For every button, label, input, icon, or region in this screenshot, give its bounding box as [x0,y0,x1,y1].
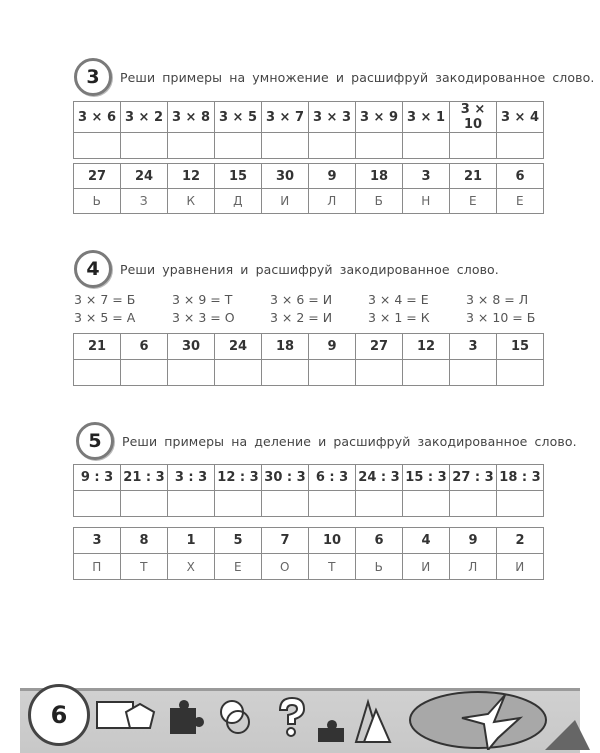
task3-instruction: Реши примеры на умножение и расшифруй закодированное слово. [120,69,595,85]
table-cell: 12 : 3 [215,465,262,491]
answer-cell[interactable] [121,491,168,517]
table-cell: 3 [74,528,121,554]
table-cell: 3 × 6 [74,102,121,133]
task4-header [74,250,499,288]
answer-cell[interactable] [309,360,356,386]
equation: 3 × 4 = Е [368,291,429,307]
answer-cell[interactable] [450,133,497,159]
puzzle-icon [170,700,204,734]
footer-shapes [0,680,600,750]
table-cell: 12 [168,164,215,189]
table-cell: 9 [309,334,356,360]
table-row [74,164,544,189]
table-cell: К [168,189,215,214]
table-cell: 3 × 2 [121,102,168,133]
answer-cell[interactable] [168,133,215,159]
table-cell: 8 [121,528,168,554]
table-cell: 3 [403,164,450,189]
table-cell: Е [497,189,544,214]
table-cell: 18 : 3 [497,465,544,491]
answer-cell[interactable] [215,360,262,386]
equation: 3 × 7 = Б [74,291,136,307]
table-row [74,491,544,517]
table-cell: 12 [403,334,450,360]
equation: 3 × 5 = А [74,309,136,325]
answer-cell[interactable] [215,133,262,159]
task3-code-table [73,163,544,214]
table-cell: Д [215,189,262,214]
page-footer [0,680,600,750]
triangles-icon [356,702,390,742]
table-cell: 3 × 4 [497,102,544,133]
table-cell: 9 [450,528,497,554]
answer-cell[interactable] [262,133,309,159]
table-cell: И [497,554,544,580]
table-cell: 3 × 8 [168,102,215,133]
task4-equations [74,290,564,326]
answer-cell[interactable] [497,360,544,386]
answer-cell[interactable] [74,133,121,159]
table-cell: 15 : 3 [403,465,450,491]
task4-instruction: Реши уравнения и расшифруй закодированное слово. [120,261,499,277]
table-cell: 3 × 9 [356,102,403,133]
answer-cell[interactable] [450,360,497,386]
answer-cell[interactable] [356,133,403,159]
answer-cell[interactable] [356,491,403,517]
table-cell: Т [121,554,168,580]
star-icon [410,692,546,750]
equation: 3 × 6 = И [270,291,333,307]
equation: 3 × 3 = О [172,309,235,325]
table-cell: 3 × 10 [450,102,497,133]
answer-cell[interactable] [309,133,356,159]
table-row [74,133,544,159]
table-cell: 3 × 7 [262,102,309,133]
table-cell: 30 [262,164,309,189]
table-cell: 18 [262,334,309,360]
answer-cell[interactable] [497,133,544,159]
answer-cell[interactable] [309,491,356,517]
equation: 3 × 10 = Б [466,309,536,325]
table-cell: Л [450,554,497,580]
question-mark-icon [280,698,304,736]
task4-number: 4 [74,250,112,288]
table-cell: Е [215,554,262,580]
equation: 3 × 8 = Л [466,291,529,307]
table-cell: 6 [497,164,544,189]
table-row [74,554,544,580]
table-cell: 15 [497,334,544,360]
task5-number: 5 [76,422,114,460]
table-row [74,189,544,214]
task5-code-table [73,527,544,580]
table-cell: 27 : 3 [450,465,497,491]
table-cell: З [121,189,168,214]
answer-cell[interactable] [403,360,450,386]
table-cell: Л [309,189,356,214]
table-cell: 24 [121,164,168,189]
table-cell: Ь [356,554,403,580]
answer-cell[interactable] [262,360,309,386]
table-cell: 15 [215,164,262,189]
task4-code-table [73,333,544,386]
table-cell: 18 [356,164,403,189]
puzzle-icon [318,720,344,742]
task3-number: 3 [74,58,112,96]
table-cell: 6 [356,528,403,554]
equation: 3 × 9 = Т [172,291,233,307]
table-cell: Х [168,554,215,580]
equation: 3 × 2 = И [270,309,333,325]
table-cell: 24 [215,334,262,360]
equation: 3 × 1 = К [368,309,430,325]
table-cell: 27 [74,164,121,189]
table-cell: 4 [403,528,450,554]
table-cell: 6 [121,334,168,360]
table-cell: 9 : 3 [74,465,121,491]
table-cell: 3 × 1 [403,102,450,133]
table-cell: 2 [497,528,544,554]
answer-cell[interactable] [497,491,544,517]
table-cell: 21 [450,164,497,189]
task3-header [74,58,594,96]
page-number: 6 [28,684,90,746]
answer-cell[interactable] [168,491,215,517]
table-cell: 10 [309,528,356,554]
table-cell: 5 [215,528,262,554]
table-row [74,528,544,554]
table-cell: 3 : 3 [168,465,215,491]
table-cell: 3 [450,334,497,360]
answer-cell[interactable] [403,133,450,159]
table-cell: И [403,554,450,580]
table-cell: Б [356,189,403,214]
table-cell: 3 × 3 [309,102,356,133]
table-cell: 30 : 3 [262,465,309,491]
table-cell: О [262,554,309,580]
answer-cell[interactable] [74,491,121,517]
answer-cell[interactable] [168,360,215,386]
task5-instruction: Реши примеры на деление и расшифруй закодированное слово. [122,433,577,449]
answer-cell[interactable] [74,360,121,386]
answer-cell[interactable] [450,491,497,517]
table-cell: 6 : 3 [309,465,356,491]
table-cell: 7 [262,528,309,554]
table-cell: 21 : 3 [121,465,168,491]
table-cell: 30 [168,334,215,360]
table-cell: Е [450,189,497,214]
table-row [74,334,544,360]
task5-header [76,422,577,460]
table-cell: Т [309,554,356,580]
table-cell: 21 [74,334,121,360]
answer-cell[interactable] [121,133,168,159]
table-cell: 9 [309,164,356,189]
answer-cell[interactable] [403,491,450,517]
answer-cell[interactable] [121,360,168,386]
table-row [74,360,544,386]
answer-cell[interactable] [215,491,262,517]
table-cell: П [74,554,121,580]
table-cell: Ь [74,189,121,214]
answer-cell[interactable] [356,360,403,386]
table-cell: 1 [168,528,215,554]
table-cell: Н [403,189,450,214]
circles-icon [221,701,249,733]
task5-examples-table [73,464,544,517]
table-cell: И [262,189,309,214]
table-row [74,102,544,133]
table-cell: 24 : 3 [356,465,403,491]
table-row [74,465,544,491]
answer-cell[interactable] [262,491,309,517]
table-cell: 27 [356,334,403,360]
triangle-icon [545,720,590,750]
table-cell: 3 × 5 [215,102,262,133]
task3-examples-table [73,101,544,159]
